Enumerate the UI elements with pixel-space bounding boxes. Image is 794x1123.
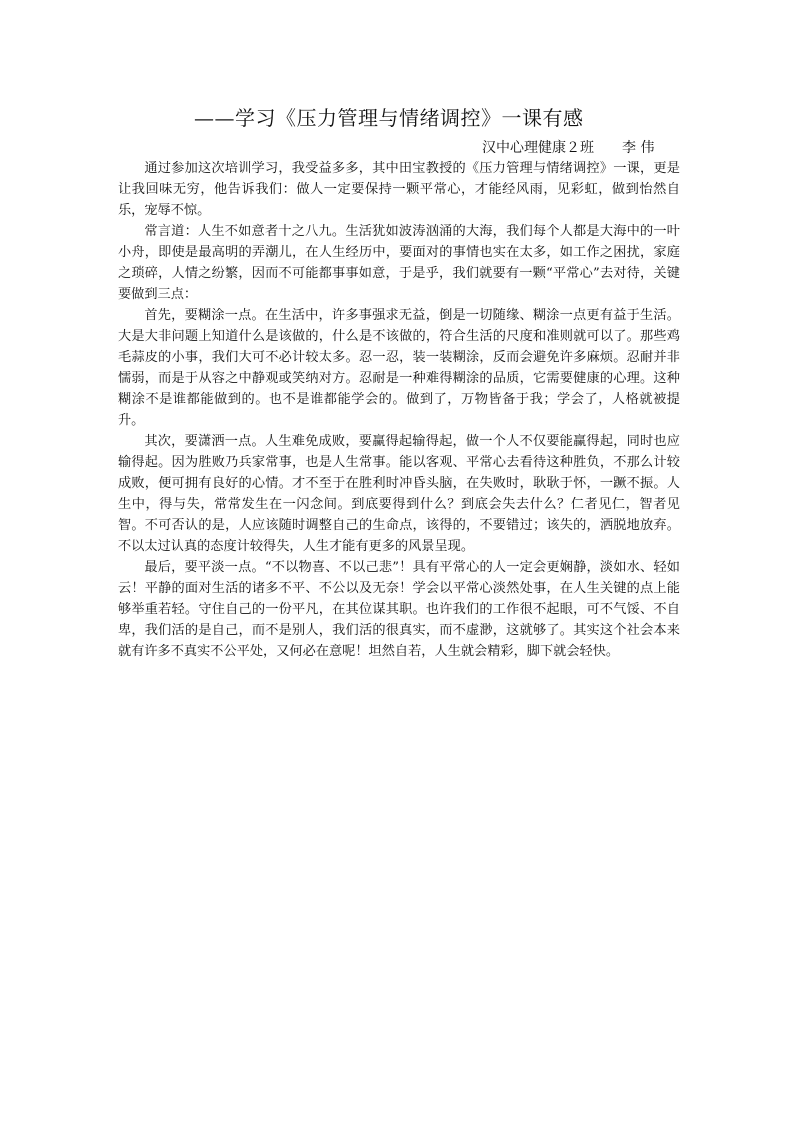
author-byline (482, 137, 654, 159)
document-title: ——学习《压力管理与情绪调控》一课有感 (194, 106, 584, 130)
paragraph-intro: 通过参加这次培训学习，我受益多多，其中田宝教授的《压力管理与情绪调控》一课，更是让我回味无穷，他告诉我们：做人一定要保持一颗平常心，才能经风雨，见彩虹，做到怡然自乐，宠辱不惊。 (118, 161, 680, 218)
paragraph-third-point: 最后，要平淡一点。“不以物喜、不以己悲”！具有平常心的人一定会更娴静，淡如水、轻如云！平静的面对生活的诸多不平、不公以及无奈！学会以平常心淡然处事，在人生关键的点上能够举重若轻。守住自己的一份平凡，在其位谋其职。也许我们的工作很不起眼，可不气馁、不自卑，我们活的是自己，而不是别人，我们活的很真实，而不虚渺，这就够了。其实这个社会本来就有许多不真实不公平处，又何必在意呢！坦然自若，人生就会精彩，脚下就会轻快。 (118, 560, 680, 659)
document-body (118, 158, 680, 662)
paragraph-second-point: 其次，要潇洒一点。人生难免成败，要赢得起输得起，做一个人不仅要能赢得起，同时也应输得起。因为胜败乃兵家常事，也是人生常事。能以客观、平常心去看待这种胜负，不那么计较成败，便可拥有良好的心情。才不至于在胜利时冲昏头脑，在失败时，耿耿于怀，一蹶不振。人生中，得与失，常常发生在一闪念间。到底要得到什么？到底会失去什么？仁者见仁，智者见智。不可否认的是，人应该随时调整自己的生命点，该得的，不要错过；该失的，洒脱地放弃。不以太过认真的态度计较得失，人生才能有更多的风景呈现。 (118, 434, 680, 554)
author-name: 李 伟 (622, 140, 655, 156)
paragraph-saying: 常言道：人生不如意者十之八九。生活犹如波涛汹涌的大海，我们每个人都是大海中的一叶小舟，即使是最高明的弄潮儿，在人生经历中，要面对的事情也实在太多，如工作之困扰，家庭之琐碎，人情之纷繁，因而不可能都事事如意，于是乎，我们就要有一颗“平常心”去对待，关键要做到三点： (118, 224, 680, 302)
author-class: 汉中心理健康２班 (482, 140, 594, 156)
paragraph-first-point: 首先，要糊涂一点。在生活中，许多事强求无益，倒是一切随缘、糊涂一点更有益于生活。大是大非问题上知道什么是该做的，什么是不该做的，符合生活的尺度和准则就可以了。那些鸡毛蒜皮的小事，我们大可不必计较太多。忍一忍，装一装糊涂，反而会避免许多麻烦。忍耐并非懦弱，而是于从容之中静观或笑纳对方。忍耐是一种难得糊涂的品质，它需要健康的心理。这种糊涂不是谁都能做到的。也不是谁都能学会的。做到了，万物皆备于我；学会了，人格就被提升。 (118, 308, 680, 428)
